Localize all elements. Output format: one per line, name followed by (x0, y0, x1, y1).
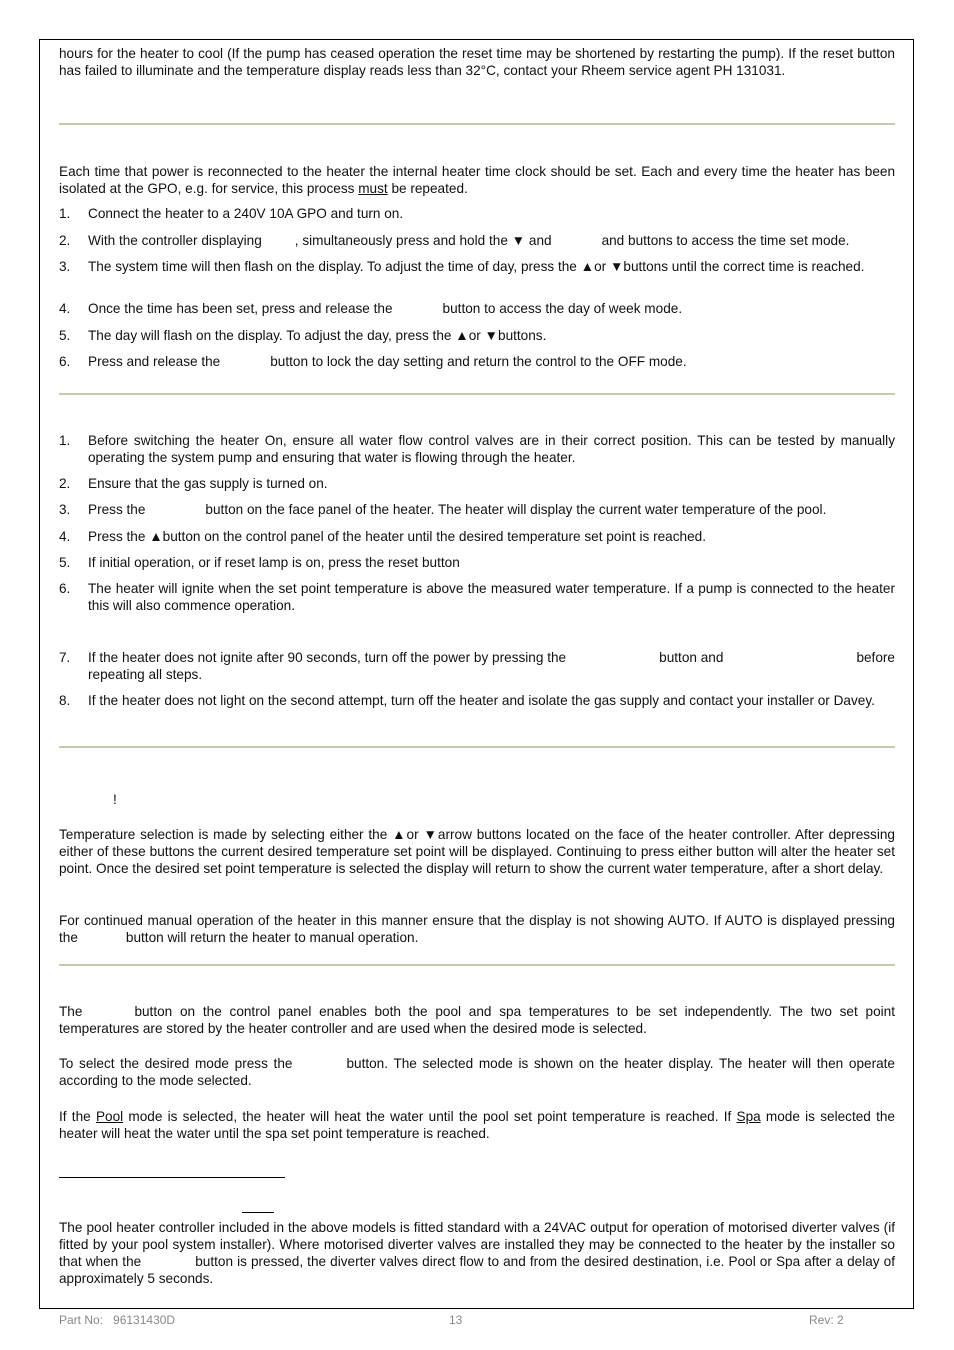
op-step-7: 7. If the heater does not ignite after 90 seconds, turn off the power by pressing the button and before repeating all steps. (59, 650, 895, 682)
op-step-1: 1. Before switching the heater On, ensure all water flow control valves are in their correct position. This can be tested by manually operating the system pump and ensuring that water is flowing through the heater. (59, 433, 895, 465)
section-divider (59, 123, 895, 125)
pool-spa-para-1: The button on the control panel enables both the pool and spa temperatures to be set independently. The two set point temperatures are stored by the heater controller and are used when the desired mode is selected. (59, 1004, 895, 1036)
time-step-5: 5. The day will flash on the display. To adjust the day, press the ▲or ▼buttons. (59, 328, 547, 343)
pool-spa-para-2: To select the desired mode press the button. The selected mode is shown on the heater display. The heater will then operate according to the mode selected. (59, 1056, 895, 1088)
temperature-para-2: For continued manual operation of the heater in this manner ensure that the display is not showing AUTO. If AUTO is displayed pressing the button will return the heater to manual operation. (59, 913, 895, 945)
exclamation-mark: ! (113, 792, 117, 807)
subsection-rule (59, 1177, 285, 1178)
time-step-2: 2. With the controller displaying , simultaneously press and hold the ▼ and and buttons to access the time set mode. (59, 233, 850, 248)
op-step-2: 2. Ensure that the gas supply is turned on. (59, 476, 328, 491)
op-step-4: 4. Press the ▲button on the control panel of the heater until the desired temperature set point is reached. (59, 529, 706, 544)
op-step-3: 3. Press the button on the face panel of the heater. The heater will display the current water temperature of the pool. (59, 502, 827, 517)
time-step-4: 4. Once the time has been set, press and release the button to access the day of week mode. (59, 301, 683, 316)
footer-revision: Rev: 2 (809, 1313, 844, 1327)
op-step-6: 6. The heater will ignite when the set point temperature is above the measured water temperature. If a pump is connected to the heater this will also commence operation. (59, 581, 895, 613)
section-divider (59, 393, 895, 395)
diverter-para: The pool heater controller included in the above models is fitted standard with a 24VAC output for operation of motorised diverter valves (if fitted by your pool system installer). Where motorised diverter valves are installed they may be connected to the heater by the installer so that when the button is pressed, the diverter valves direct flow to and from the desired destination, i.e. Pool or Spa after a delay of approximately 5 seconds. (59, 1220, 895, 1286)
top-paragraph: hours for the heater to cool (If the pump has ceased operation the reset time may be shortened by restarting the pump). If the reset button has failed to illuminate and the temperature display reads less than 32°C, contact your Rheem service agent PH 131031. (59, 46, 895, 78)
time-clock-intro: Each time that power is reconnected to the heater the internal heater time clock should be set. Each and every time the heater has been isolated at the GPO, e.g. for service, this process must be repeated. (59, 164, 895, 196)
footer-part-no: Part No: 96131430D (59, 1313, 176, 1327)
pool-spa-para-3: If the Pool mode is selected, the heater will heat the water until the pool set point temperature is reached. If Spa mode is selected the heater will heat the water until the spa set point temperature is reached. (59, 1109, 895, 1141)
section-divider (59, 746, 895, 748)
op-step-8: 8. If the heater does not light on the second attempt, turn off the heater and isolate the gas supply and contact your installer or Davey. (59, 693, 875, 708)
section-divider (59, 964, 895, 966)
time-step-3: 3. The system time will then flash on the display. To adjust the time of day, press the ▲or ▼buttons until the correct time is reached. (59, 259, 865, 274)
temperature-para-1: Temperature selection is made by selecting either the ▲or ▼arrow buttons located on the face of the heater controller. After depressing either of these buttons the current desired temperature set point will be displayed. Continuing to press either button will alter the heater set point. Once the desired set point temperature is selected the display will return to show the current water temperature, after a short delay. (59, 827, 895, 876)
time-step-6: 6. Press and release the button to lock the day setting and return the control to the OFF mode. (59, 354, 687, 369)
underline-mark (242, 1212, 274, 1213)
time-step-1: 1. Connect the heater to a 240V 10A GPO and turn on. (59, 206, 404, 221)
op-step-5: 5. If initial operation, or if reset lamp is on, press the reset button (59, 555, 460, 570)
footer-page-number: 13 (449, 1313, 463, 1327)
